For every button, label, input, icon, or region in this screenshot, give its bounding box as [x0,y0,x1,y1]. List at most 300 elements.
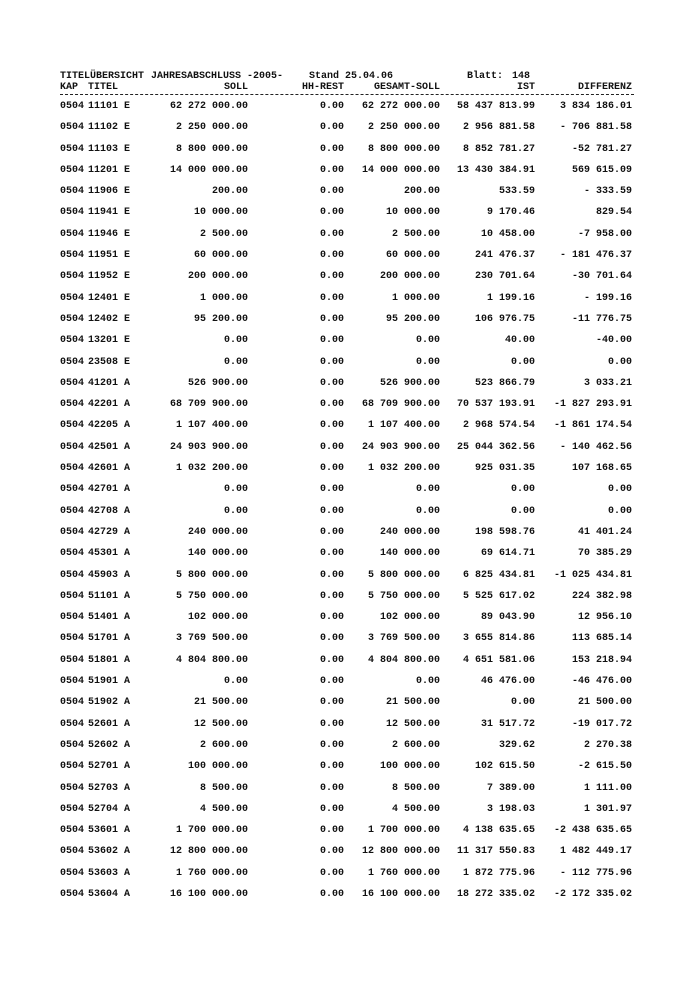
table-row [0,692,700,713]
cell-titel: 42701 A [88,484,131,496]
cell-differenz: -40.00 [595,335,632,347]
cell-kap: 0504 [60,313,85,325]
cell-differenz: 1 111.00 [583,782,632,794]
table-row [0,266,700,287]
cell-soll: 21 500.00 [193,697,248,709]
page-number: 148 [512,71,531,82]
cell-gesamt-soll: 14 000 000.00 [361,164,440,176]
cell-kap: 0504 [60,143,85,155]
cell-soll: 95 200.00 [193,313,248,325]
cell-differenz: 153 218.94 [571,654,632,666]
cell-ist: 329.62 [498,739,535,751]
cell-titel: 11951 E [88,250,131,262]
cell-gesamt-soll: 1 107 400.00 [367,420,440,432]
cell-kap: 0504 [60,676,85,688]
cell-titel: 11952 E [88,271,131,283]
cell-ist: 10 458.00 [480,228,535,240]
cell-ist: 241 476.37 [474,250,535,262]
cell-ist: 4 651 581.06 [462,654,535,666]
cell-soll: 0.00 [223,484,248,496]
cell-gesamt-soll: 8 800 000.00 [367,143,440,155]
cell-differenz: -19 017.72 [571,718,632,730]
table-row [0,650,700,671]
cell-hh-rest: 0.00 [319,590,344,602]
cell-soll: 100 000.00 [187,761,248,773]
cell-soll: 2 500.00 [199,228,248,240]
cell-kap: 0504 [60,654,85,666]
cell-hh-rest: 0.00 [319,676,344,688]
cell-hh-rest: 0.00 [319,739,344,751]
cell-hh-rest: 0.00 [319,633,344,645]
cell-kap: 0504 [60,399,85,411]
cell-gesamt-soll: 16 100 000.00 [361,888,440,900]
cell-gesamt-soll: 100 000.00 [379,761,440,773]
cell-kap: 0504 [60,782,85,794]
cell-soll: 12 500.00 [193,718,248,730]
cell-hh-rest: 0.00 [319,271,344,283]
cell-kap: 0504 [60,697,85,709]
cell-soll: 5 800 000.00 [175,569,248,581]
cell-gesamt-soll: 1 032 200.00 [367,463,440,475]
table-row [0,756,700,777]
cell-ist: 1 199.16 [486,292,535,304]
cell-gesamt-soll: 10 000.00 [385,207,440,219]
cell-titel: 11906 E [88,186,131,198]
cell-differenz: 569 615.09 [571,164,632,176]
cell-kap: 0504 [60,761,85,773]
cell-hh-rest: 0.00 [319,888,344,900]
cell-ist: 58 437 813.99 [456,101,535,112]
cell-gesamt-soll: 12 500.00 [385,718,440,730]
cell-titel: 53602 A [88,846,131,858]
cell-titel: 42501 A [88,441,131,453]
cell-ist: 2 956 881.58 [462,122,535,134]
cell-gesamt-soll: 1 700 000.00 [367,825,440,837]
cell-hh-rest: 0.00 [319,441,344,453]
table-row [0,820,700,841]
cell-kap: 0504 [60,441,85,453]
cell-hh-rest: 0.00 [319,505,344,517]
cell-ist: 4 138 635.65 [462,825,535,837]
cell-differenz: 3 033.21 [583,377,632,389]
cell-differenz: 113 685.14 [571,633,632,645]
cell-gesamt-soll: 21 500.00 [385,697,440,709]
report-name: JAHRESABSCHLUSS -2005- [151,71,284,82]
table-row [0,458,700,479]
cell-gesamt-soll: 5 750 000.00 [367,590,440,602]
cell-differenz: -1 861 174.54 [553,420,632,432]
table-row [0,841,700,862]
table-row [0,373,700,394]
cell-titel: 51701 A [88,633,131,645]
cell-kap: 0504 [60,292,85,304]
cell-ist: 7 389.00 [486,782,535,794]
cell-titel: 52701 A [88,761,131,773]
cell-differenz: 0.00 [607,356,632,368]
cell-hh-rest: 0.00 [319,186,344,198]
data-table [0,96,700,905]
cell-kap: 0504 [60,164,85,176]
cell-soll: 12 800 000.00 [169,846,248,858]
cell-differenz: 12 956.10 [577,612,632,624]
cell-hh-rest: 0.00 [319,420,344,432]
cell-ist: 533.59 [498,186,535,198]
cell-soll: 1 700 000.00 [175,825,248,837]
cell-titel: 42205 A [88,420,131,432]
table-row [0,799,700,820]
cell-hh-rest: 0.00 [319,654,344,666]
cell-hh-rest: 0.00 [319,718,344,730]
cell-titel: 53601 A [88,825,131,837]
cell-hh-rest: 0.00 [319,207,344,219]
cell-hh-rest: 0.00 [319,143,344,155]
cell-ist: 11 317 550.83 [456,846,535,858]
cell-hh-rest: 0.00 [319,697,344,709]
cell-kap: 0504 [60,803,85,815]
cell-differenz: - 199.16 [583,292,632,304]
cell-soll: 16 100 000.00 [169,888,248,900]
cell-titel: 51401 A [88,612,131,624]
table-row [0,735,700,756]
cell-gesamt-soll: 68 709 900.00 [361,399,440,411]
cell-kap: 0504 [60,101,85,112]
cell-soll: 4 500.00 [199,803,248,815]
cell-soll: 8 500.00 [199,782,248,794]
cell-gesamt-soll: 8 500.00 [391,782,440,794]
cell-kap: 0504 [60,377,85,389]
cell-titel: 41201 A [88,377,131,389]
cell-hh-rest: 0.00 [319,463,344,475]
col-header-soll: SOLL [223,82,248,93]
cell-titel: 42708 A [88,505,131,517]
cell-gesamt-soll: 1 760 000.00 [367,867,440,879]
cell-gesamt-soll: 0.00 [415,356,440,368]
cell-ist: 31 517.72 [480,718,535,730]
table-row [0,309,700,330]
cell-gesamt-soll: 526 900.00 [379,377,440,389]
cell-titel: 45301 A [88,548,131,560]
cell-differenz: -7 958.00 [577,228,632,240]
cell-hh-rest: 0.00 [319,782,344,794]
cell-differenz: - 112 775.96 [559,867,632,879]
cell-hh-rest: 0.00 [319,228,344,240]
cell-gesamt-soll: 0.00 [415,505,440,517]
cell-differenz: -1 025 434.81 [553,569,632,581]
cell-kap: 0504 [60,825,85,837]
cell-differenz: -11 776.75 [571,313,632,325]
table-row [0,565,700,586]
cell-hh-rest: 0.00 [319,846,344,858]
cell-gesamt-soll: 0.00 [415,484,440,496]
table-row [0,863,700,884]
cell-soll: 10 000.00 [193,207,248,219]
cell-kap: 0504 [60,526,85,538]
cell-ist: 46 476.00 [480,676,535,688]
cell-ist: 5 525 617.02 [462,590,535,602]
cell-kap: 0504 [60,718,85,730]
cell-titel: 45903 A [88,569,131,581]
cell-ist: 106 976.75 [474,313,535,325]
cell-titel: 13201 E [88,335,131,347]
cell-titel: 11101 E [88,101,131,112]
cell-soll: 4 804 800.00 [175,654,248,666]
cell-ist: 2 968 574.54 [462,420,535,432]
cell-soll: 24 903 900.00 [169,441,248,453]
cell-soll: 0.00 [223,356,248,368]
table-row [0,778,700,799]
cell-kap: 0504 [60,356,85,368]
cell-hh-rest: 0.00 [319,569,344,581]
cell-differenz: - 706 881.58 [559,122,632,134]
cell-soll: 0.00 [223,335,248,347]
cell-differenz: -46 476.00 [571,676,632,688]
cell-hh-rest: 0.00 [319,612,344,624]
cell-differenz: 0.00 [607,505,632,517]
cell-ist: 70 537 193.91 [456,399,535,411]
table-row [0,245,700,266]
cell-gesamt-soll: 4 804 800.00 [367,654,440,666]
cell-soll: 60 000.00 [193,250,248,262]
cell-kap: 0504 [60,463,85,475]
table-row [0,714,700,735]
cell-kap: 0504 [60,335,85,347]
cell-titel: 52601 A [88,718,131,730]
table-row [0,117,700,138]
table-row [0,139,700,160]
cell-ist: 523 866.79 [474,377,535,389]
cell-differenz: -2 172 335.02 [553,888,632,900]
cell-titel: 42201 A [88,399,131,411]
cell-soll: 14 000 000.00 [169,164,248,176]
cell-kap: 0504 [60,505,85,517]
table-row [0,586,700,607]
cell-hh-rest: 0.00 [319,313,344,325]
cell-differenz: -1 827 293.91 [553,399,632,411]
cell-gesamt-soll: 0.00 [415,676,440,688]
col-header-titel: TITEL [88,82,119,93]
cell-gesamt-soll: 240 000.00 [379,526,440,538]
cell-ist: 0.00 [510,484,535,496]
table-row [0,352,700,373]
report-date: Stand 25.04.06 [309,71,394,82]
cell-soll: 200 000.00 [187,271,248,283]
table-row [0,522,700,543]
cell-hh-rest: 0.00 [319,250,344,262]
cell-differenz: - 181 476.37 [559,250,632,262]
table-row [0,394,700,415]
cell-soll: 5 750 000.00 [175,590,248,602]
cell-soll: 1 760 000.00 [175,867,248,879]
cell-gesamt-soll: 2 600.00 [391,739,440,751]
table-row [0,543,700,564]
cell-kap: 0504 [60,228,85,240]
cell-kap: 0504 [60,207,85,219]
cell-ist: 25 044 362.56 [456,441,535,453]
cell-soll: 1 032 200.00 [175,463,248,475]
table-row [0,224,700,245]
cell-ist: 6 825 434.81 [462,569,535,581]
cell-titel: 51801 A [88,654,131,666]
cell-hh-rest: 0.00 [319,101,344,112]
cell-ist: 69 614.71 [480,548,535,560]
cell-gesamt-soll: 24 903 900.00 [361,441,440,453]
cell-gesamt-soll: 2 500.00 [391,228,440,240]
cell-titel: 51901 A [88,676,131,688]
cell-soll: 0.00 [223,505,248,517]
cell-gesamt-soll: 200 000.00 [379,271,440,283]
header-divider [60,94,634,95]
cell-gesamt-soll: 200.00 [403,186,440,198]
cell-hh-rest: 0.00 [319,164,344,176]
cell-differenz: 1 301.97 [583,803,632,815]
cell-kap: 0504 [60,633,85,645]
cell-hh-rest: 0.00 [319,484,344,496]
col-header-ist: IST [516,82,535,93]
cell-differenz: - 333.59 [583,186,632,198]
table-row [0,437,700,458]
cell-titel: 11103 E [88,143,131,155]
cell-ist: 18 272 335.02 [456,888,535,900]
cell-soll: 68 709 900.00 [169,399,248,411]
cell-kap: 0504 [60,122,85,134]
cell-soll: 3 769 500.00 [175,633,248,645]
cell-differenz: -52 781.27 [571,143,632,155]
cell-titel: 12401 E [88,292,131,304]
cell-differenz: 41 401.24 [577,526,632,538]
table-row [0,160,700,181]
cell-titel: 51902 A [88,697,131,709]
cell-gesamt-soll: 0.00 [415,335,440,347]
cell-gesamt-soll: 5 800 000.00 [367,569,440,581]
table-row [0,671,700,692]
cell-hh-rest: 0.00 [319,356,344,368]
cell-titel: 12402 E [88,313,131,325]
cell-ist: 3 655 814.86 [462,633,535,645]
cell-gesamt-soll: 102 000.00 [379,612,440,624]
cell-differenz: -30 701.64 [571,271,632,283]
cell-kap: 0504 [60,548,85,560]
cell-differenz: 829.54 [595,207,632,219]
cell-differenz: 3 834 186.01 [559,101,632,112]
cell-titel: 11941 E [88,207,131,219]
col-header-gesamt-soll: GESAMT-SOLL [373,82,440,93]
table-row [0,181,700,202]
cell-gesamt-soll: 1 000.00 [391,292,440,304]
cell-differenz: - 140 462.56 [559,441,632,453]
table-row [0,501,700,522]
cell-ist: 0.00 [510,505,535,517]
cell-titel: 11946 E [88,228,131,240]
table-row [0,479,700,500]
cell-gesamt-soll: 62 272 000.00 [361,101,440,112]
table-row [0,288,700,309]
cell-ist: 230 701.64 [474,271,535,283]
cell-titel: 52704 A [88,803,131,815]
page-label: Blatt: [467,71,504,82]
table-row [0,884,700,905]
cell-gesamt-soll: 140 000.00 [379,548,440,560]
cell-ist: 40.00 [504,335,535,347]
cell-ist: 1 872 775.96 [462,867,535,879]
cell-soll: 8 800 000.00 [175,143,248,155]
cell-titel: 42729 A [88,526,131,538]
table-row [0,202,700,223]
cell-ist: 102 615.50 [474,761,535,773]
cell-soll: 62 272 000.00 [169,101,248,112]
cell-titel: 23508 E [88,356,131,368]
cell-gesamt-soll: 3 769 500.00 [367,633,440,645]
cell-differenz: 224 382.98 [571,590,632,602]
cell-titel: 53604 A [88,888,131,900]
cell-soll: 0.00 [223,676,248,688]
cell-kap: 0504 [60,484,85,496]
cell-soll: 200.00 [211,186,248,198]
cell-kap: 0504 [60,569,85,581]
table-row [0,96,700,117]
cell-ist: 13 430 384.91 [456,164,535,176]
cell-soll: 140 000.00 [187,548,248,560]
cell-titel: 11201 E [88,164,131,176]
cell-kap: 0504 [60,888,85,900]
cell-titel: 51101 A [88,590,131,602]
cell-hh-rest: 0.00 [319,292,344,304]
cell-differenz: 21 500.00 [577,697,632,709]
cell-differenz: 1 482 449.17 [559,846,632,858]
cell-gesamt-soll: 12 800 000.00 [361,846,440,858]
cell-differenz: 107 168.65 [571,463,632,475]
cell-hh-rest: 0.00 [319,867,344,879]
cell-soll: 526 900.00 [187,377,248,389]
cell-ist: 925 031.35 [474,463,535,475]
cell-kap: 0504 [60,612,85,624]
cell-titel: 42601 A [88,463,131,475]
cell-ist: 9 170.46 [486,207,535,219]
cell-hh-rest: 0.00 [319,548,344,560]
cell-hh-rest: 0.00 [319,761,344,773]
cell-ist: 198 598.76 [474,526,535,538]
cell-hh-rest: 0.00 [319,335,344,347]
cell-soll: 240 000.00 [187,526,248,538]
cell-differenz: 70 385.29 [577,548,632,560]
cell-hh-rest: 0.00 [319,377,344,389]
col-header-differenz: DIFFERENZ [577,82,632,93]
cell-ist: 3 198.03 [486,803,535,815]
table-row [0,330,700,351]
cell-soll: 1 107 400.00 [175,420,248,432]
cell-hh-rest: 0.00 [319,803,344,815]
cell-ist: 0.00 [510,356,535,368]
cell-hh-rest: 0.00 [319,122,344,134]
cell-hh-rest: 0.00 [319,825,344,837]
cell-differenz: 0.00 [607,484,632,496]
cell-gesamt-soll: 95 200.00 [385,313,440,325]
cell-differenz: -2 615.50 [577,761,632,773]
cell-kap: 0504 [60,186,85,198]
cell-kap: 0504 [60,271,85,283]
cell-ist: 0.00 [510,697,535,709]
cell-kap: 0504 [60,420,85,432]
cell-gesamt-soll: 2 250 000.00 [367,122,440,134]
cell-gesamt-soll: 60 000.00 [385,250,440,262]
cell-kap: 0504 [60,739,85,751]
cell-soll: 102 000.00 [187,612,248,624]
table-row [0,415,700,436]
col-header-kap: KAP [60,82,79,93]
cell-soll: 2 250 000.00 [175,122,248,134]
cell-differenz: 2 270.38 [583,739,632,751]
cell-kap: 0504 [60,590,85,602]
cell-kap: 0504 [60,250,85,262]
